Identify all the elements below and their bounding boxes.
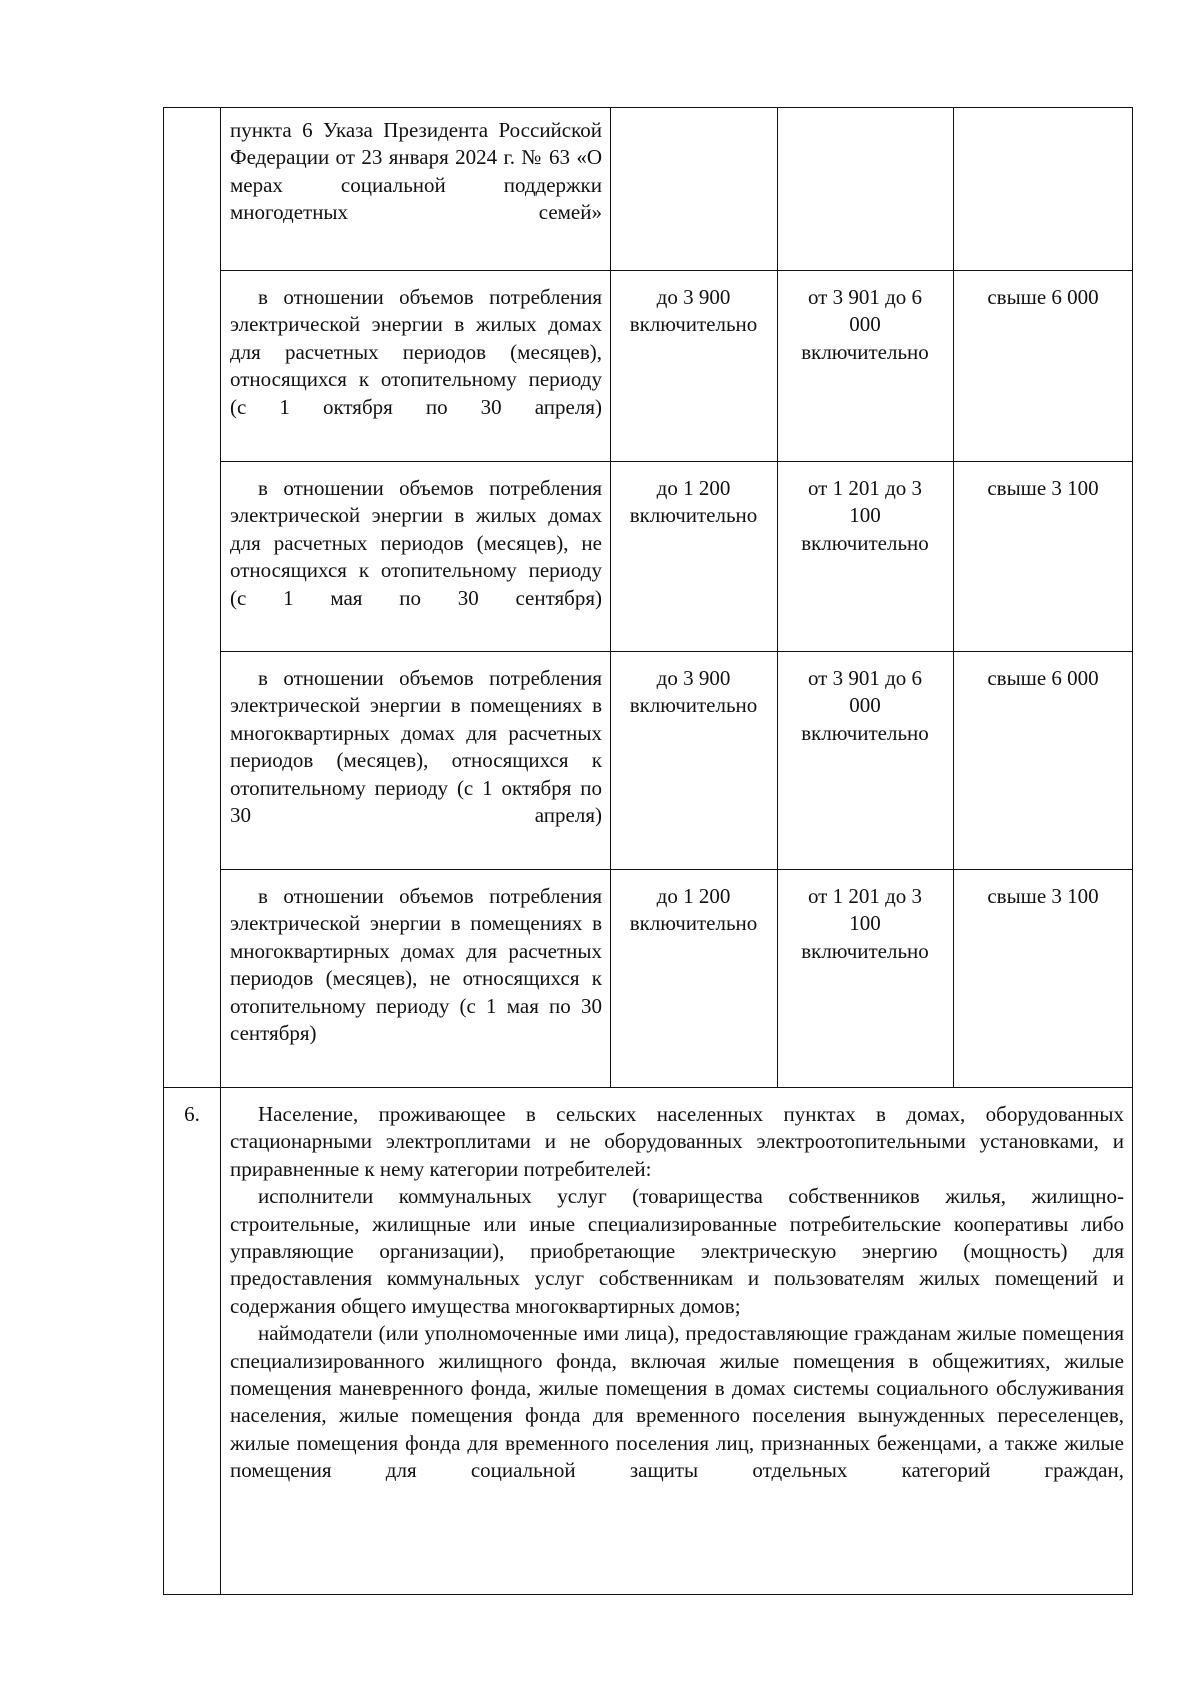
table-row-4-description: в отношении объемов потребления электрической энергии в помещениях в многоквартирных домах для расчетных периодов (месяцев), не относящихся к отопительному периоду (с 1 мая по 30 сентября) bbox=[230, 884, 602, 1046]
section-number: 6. bbox=[184, 1102, 200, 1126]
row-divider-1 bbox=[220, 270, 1133, 271]
col-divider-1 bbox=[610, 107, 611, 1087]
row-divider-section6 bbox=[163, 1087, 1133, 1088]
table-row-4-col3: свыше 3 100 bbox=[987, 884, 1099, 908]
section-6-paragraph-2: исполнители коммунальных услуг (товарищества собственников жилья, жилищно-строительные, жилищные или иные специализированные потребительские кооперативы либо управляющие организации), приобретающие электрическую энергию (мощность) для предоставления коммунальных услуг собственникам и пользователям жилых помещений и содержания общего имущества многоквартирных домов; bbox=[230, 1184, 1124, 1318]
col-divider-2 bbox=[777, 107, 778, 1087]
table-row-1-col3: свыше 6 000 bbox=[987, 285, 1099, 309]
table-row-1-description: в отношении объемов потребления электрической энергии в жилых домах для расчетных периодов (месяцев), относящихся к отопительному периоду (с 1 октября по 30 апреля) bbox=[230, 285, 602, 419]
table-row-2-col1: до 1 200 включительно bbox=[629, 476, 758, 528]
table-row-2-description: в отношении объемов потребления электрической энергии в жилых домах для расчетных периодов (месяцев), не относящихся к отопительному периоду (с 1 мая по 30 сентября) bbox=[230, 476, 602, 610]
row-divider-4 bbox=[220, 869, 1133, 870]
table-row-2-col3: свыше 3 100 bbox=[987, 476, 1099, 500]
col-divider-3 bbox=[953, 107, 954, 1087]
section-6-text bbox=[230, 1101, 1124, 1485]
table-row-2-col2: от 1 201 до 3 100 включительно bbox=[801, 476, 929, 555]
section-6-paragraph-1: Население, проживающее в сельских населенных пунктах в домах, оборудованных стационарными электроплитами и не оборудованных электроотопительными установками, и приравненные к нему категории потребителей: bbox=[230, 1102, 1124, 1181]
table-row-3-col3: свыше 6 000 bbox=[987, 666, 1099, 690]
row-divider-3 bbox=[220, 651, 1133, 652]
continuation-description: пункта 6 Указа Президента Российской Федерации от 23 января 2024 г. № 63 «О мерах социальной поддержки многодетных семей» bbox=[230, 118, 602, 225]
table-row-1-col1: до 3 900 включительно bbox=[629, 285, 758, 337]
row-divider-2 bbox=[220, 461, 1133, 462]
table-row-1-col2: от 3 901 до 6 000 включительно bbox=[801, 285, 929, 364]
table-row-3-description: в отношении объемов потребления электрической энергии в помещениях в многоквартирных домах для расчетных периодов (месяцев), относящихся к отопительному периоду (с 1 октября по 30 апреля) bbox=[230, 666, 602, 828]
table-row-4-col1: до 1 200 включительно bbox=[629, 884, 758, 936]
table-row-3-col2: от 3 901 до 6 000 включительно bbox=[801, 666, 929, 745]
table-row-4-col2: от 1 201 до 3 100 включительно bbox=[801, 884, 929, 963]
section-6-paragraph-3: наймодатели (или уполномоченные ими лица), предоставляющие гражданам жилые помещения специализированного жилищного фонда, включая жилые помещения в общежитиях, жилые помещения маневренного фонда, жилые помещения в домах системы социального обслуживания населения, жилые помещения фонда для временного поселения вынужденных переселенцев, жилые помещения фонда для временного поселения лиц, признанных беженцами, а также жилые помещения для социальной защиты отдельных категорий граждан, bbox=[230, 1321, 1124, 1483]
table-row-3-col1: до 3 900 включительно bbox=[629, 666, 758, 718]
col-divider-number bbox=[220, 107, 221, 1595]
